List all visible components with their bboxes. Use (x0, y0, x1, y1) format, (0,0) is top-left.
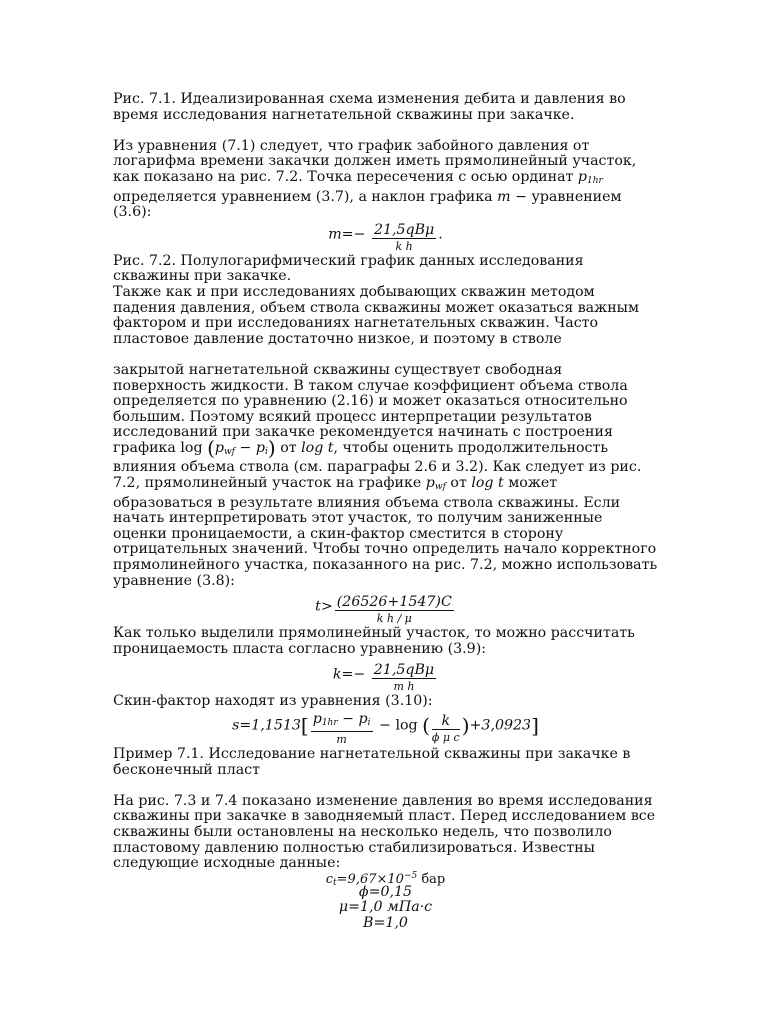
symbol-m: m (497, 188, 511, 205)
figure-caption-7-1: Рис. 7.1. Идеализированная схема изменения дебита и давления во время исследования нагнетательной скважины при закачке. (113, 91, 626, 123)
equation-permeability-k: k=− $\frac{\text{21,5qBμ}}{\text{m h}}$ (332, 662, 435, 694)
document-page (113, 92, 658, 932)
paragraph-skin-factor: Скин-фактор находят из уравнения (3.10): (113, 693, 433, 710)
paragraph-example-data: На рис. 7.3 и 7.4 показано изменение давления во время исследования скважины при закачке в заводняемый пласт. Перед исследованием все скважины были остановлены на несколько недель, что позволило пластовому давлению полностью стабилизироваться. Известны следующие исходные данные: (113, 792, 656, 872)
symbol-p1hr: $p_{1hr}$ (577, 168, 603, 186)
paragraph-text: определяется уравнением (3.7), а наклон графика (113, 188, 498, 205)
paragraph-free-surface: закрытой нагнетательной скважины существует свободная поверхность жидкости. В таком случае коэффициент объема ствола определяется по уравнению (2.16) и может оказаться относительно большим. Поэтому всякий процесс интерпретации результатов исследований при закачке рекомендуется начинать с построения графика $\log (p_{wf} - p_i)$ от log t, чтобы оценить продолжительность влияния объема ствола (см. параграфы 2.6 и 3.2). Как следует из рис. 7.2, прямолинейный участок на графике $p_{wf}$ от log t может образоваться в результате влияния объема ствола скважины. Если начать интерпретировать этот участок, то получим заниженные оценки проницаемости, а скин-фактор сместится в сторону отрицательных значений. Чтобы точно определить начало корректного прямолинейного участка, показанного на рис. 7.2, можно использовать уравнение (3.8): (113, 361, 658, 589)
paragraph-text: уравнением (3.6): (113, 188, 622, 221)
paragraph-wellbore-storage: Также как и при исследованиях добывающих скважин методом падения давления, объем ствола скважины может оказаться важным фактором и при исследованиях нагнетательных скважин. Часто пластовое давление достаточно низкое, и поэтому в стволе (113, 283, 639, 347)
paragraph-text: Из уравнения (7.1) следует, что график забойного давления от логарифма времени закачки должен иметь прямолинейный участок, как показано на рис. 7.2. Точка пересечения с осью ординат (113, 137, 637, 185)
data-formation-volume-factor: B=1,0 (363, 914, 408, 931)
equation-slope-m: m=− $\frac{\text{21,5qBμ}}{\text{k h}}$ . (328, 221, 443, 253)
data-compressibility: $c_t=9,67\times 10^{-5}$ бар (325, 870, 446, 888)
equation-skin-s: s=1,1513[ $\frac{p_{1hr} - p_i}{m}$ − log ( $\frac{k}{\text{ϕ μ c}}$ )+3,0923] (232, 711, 539, 746)
data-porosity: ϕ=0,15 (358, 883, 413, 900)
paragraph-intercept-slope: Из уравнения (7.1) следует, что график забойного давления от логарифма времени закачки должен иметь прямолинейный участок, как показано на рис. 7.2. Точка пересечения с осью ординат $p_{1hr}$ определяется уравнением (3.7), а наклон графика m − уравнением (3.6): (113, 137, 637, 221)
equation-time-start: t> $\frac{(26526+1547)C}{\text{k h / μ}}$ (315, 594, 452, 626)
example-title: Пример 7.1. Исследование нагнетательной скважины при закачке в бесконечный пласт (113, 746, 631, 778)
data-viscosity: μ=1,0 мПа·с (338, 899, 433, 916)
paragraph-permeability: Как только выделили прямолинейный участок, то можно рассчитать проницаемость пласта согласно уравнению (3.9): (113, 625, 635, 657)
figure-caption-7-2: Рис. 7.2. Полулогарифмический график данных исследования скважины при закачке. (113, 252, 584, 285)
